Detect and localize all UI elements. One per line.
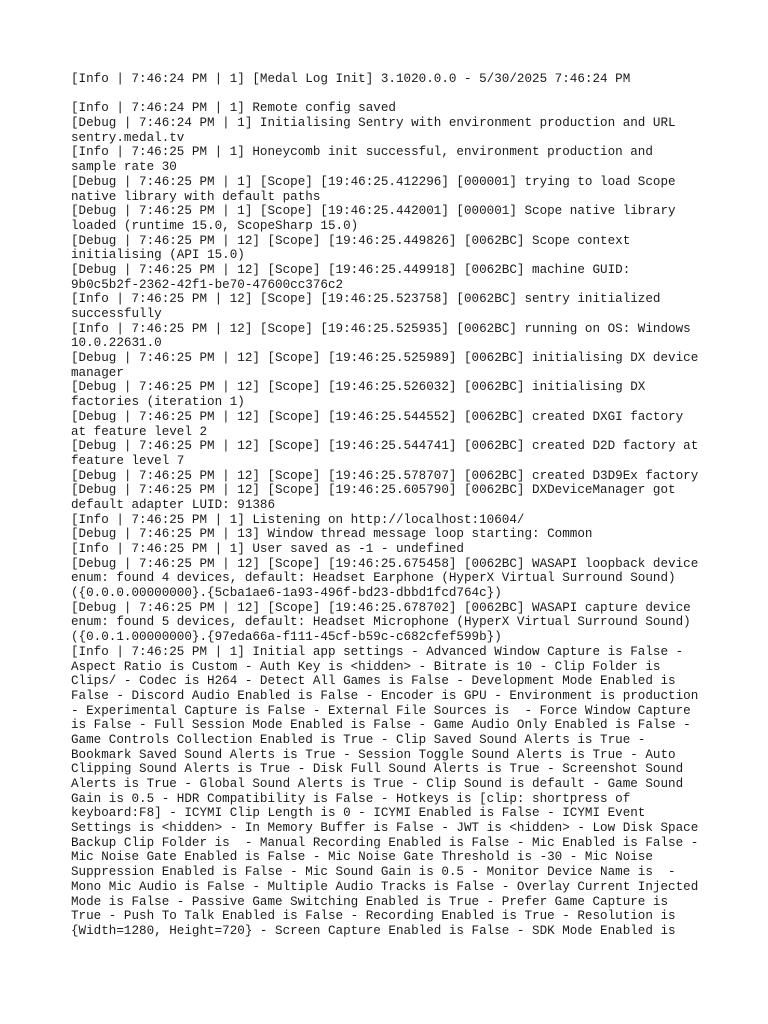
log-line: True - Push To Talk Enabled is False - Recording Enabled is True - Resolution is (71, 909, 676, 924)
log-line: [Info | 7:46:25 PM | 1] User saved as -1 - undefined (71, 542, 464, 556)
log-line: Mono Mic Audio is False - Multiple Audio Tracks is False - Overlay Current Injected (71, 879, 699, 894)
log-line: Suppression Enabled is False - Mic Sound Gain is 0.5 - Monitor Device Name is - (71, 865, 676, 880)
log-line: [Debug | 7:46:25 PM | 12] [Scope] [19:46:25.449918] [0062BC] machine GUID: (71, 262, 631, 277)
log-line: [Debug | 7:46:25 PM | 12] [Scope] [19:46:25.526032] [0062BC] initialising DX (71, 380, 646, 395)
log-line: [Debug | 7:46:25 PM | 12] [Scope] [19:46:25.449826] [0062BC] Scope context (71, 233, 631, 248)
log-line: [Debug | 7:46:25 PM | 12] [Scope] [19:46:25.544552] [0062BC] created DXGI factory (71, 409, 684, 424)
log-line: Backup Clip Folder is - Manual Recording Enabled is False - Mic Enabled is False - (71, 835, 699, 850)
log-line: [Info | 7:46:24 PM | 1] [Medal Log Init] 3.1020.0.0 - 5/30/2025 7:46:24 PM (71, 72, 631, 86)
log-line: [Info | 7:46:25 PM | 12] [Scope] [19:46:25.523758] [0062BC] sentry initialized (71, 292, 661, 307)
log-line: [Info | 7:46:25 PM | 1] Initial app settings - Advanced Window Capture is False - (71, 644, 684, 659)
log-line: Gain is 0.5 - HDR Compatibility is False - Hotkeys is [clip: shortpress of (71, 791, 631, 806)
log-line: sample rate 30 (71, 160, 177, 175)
log-line: [Debug | 7:46:25 PM | 12] [Scope] [19:46:25.578707] [0062BC] created D3D9Ex factory (71, 468, 699, 483)
log-line: [Info | 7:46:24 PM | 1] Remote config saved (71, 101, 396, 116)
log-line: sentry.medal.tv (71, 130, 185, 145)
log-line: is False - Full Session Mode Enabled is False - Game Audio Only Enabled is False - (71, 718, 691, 733)
log-line: [Info | 7:46:25 PM | 1] Honeycomb init successful, environment production and (71, 145, 653, 160)
log-line: feature level 7 (71, 453, 185, 468)
log-line: [Debug | 7:46:25 PM | 12] [Scope] [19:46:25.678702] [0062BC] WASAPI capture device (71, 600, 691, 615)
log-line: successfully (71, 307, 162, 321)
log-line: Alerts is True - Global Sound Alerts is True - Clip Sound is default - Game Sound (71, 777, 684, 791)
log-line: native library with default paths (71, 189, 321, 204)
log-line: [Debug | 7:46:24 PM | 1] Initialising Sentry with environment production and URL (71, 116, 676, 131)
log-text-block (71, 72, 711, 939)
log-line: Aspect Ratio is Custom - Auth Key is <hidden> - Bitrate is 10 - Clip Folder is (71, 659, 661, 674)
log-line: [Debug | 7:46:25 PM | 12] [Scope] [19:46:25.525989] [0062BC] initialising DX device (71, 351, 699, 366)
log-line: Settings is <hidden> - In Memory Buffer is False - JWT is <hidden> - Low Disk Space (71, 821, 699, 836)
log-line: Mode is False - Passive Game Switching Enabled is True - Prefer Game Capture is (71, 894, 669, 909)
log-line: - Experimental Capture is False - External File Sources is - Force Window Capture (71, 703, 691, 718)
log-line: Clipping Sound Alerts is True - Disk Full Sound Alerts is True - Screenshot Sound (71, 762, 684, 777)
log-line: [Debug | 7:46:25 PM | 1] [Scope] [19:46:25.442001] [000001] Scope native library (71, 204, 676, 219)
log-line: [Debug | 7:46:25 PM | 13] Window thread message loop starting: Common (71, 527, 593, 542)
blank-line (71, 87, 711, 102)
log-line: 9b0c5b2f-2362-42f1-be70-47600cc376c2 (71, 277, 344, 292)
log-line: keyboard:F8] - ICYMI Clip Length is 0 - ICYMI Enabled is False - ICYMI Event (71, 806, 646, 821)
log-line: Mic Noise Gate Enabled is False - Mic Noise Gate Threshold is -30 - Mic Noise (71, 850, 653, 865)
log-line: [Debug | 7:46:25 PM | 1] [Scope] [19:46:25.412296] [000001] trying to load Scope (71, 174, 676, 189)
log-line: [Info | 7:46:25 PM | 12] [Scope] [19:46:25.525935] [0062BC] running on OS: Windows (71, 321, 691, 336)
log-line: Game Controls Collection Enabled is True - Clip Saved Sound Alerts is True - (71, 732, 646, 747)
log-line: ({0.0.1.00000000}.{97eda66a-f111-45cf-b59c-c682cfef599b}) (71, 630, 502, 645)
log-line: [Info | 7:46:25 PM | 1] Listening on http://localhost:10604/ (71, 512, 525, 527)
log-line: [Debug | 7:46:25 PM | 12] [Scope] [19:46:25.605790] [0062BC] DXDeviceManager got (71, 483, 676, 498)
log-line: ({0.0.0.00000000}.{5cba1ae6-1a93-496f-bd23-dbbd1fcd764c}) (71, 586, 502, 601)
log-line: Bookmark Saved Sound Alerts is True - Session Toggle Sound Alerts is True - Auto (71, 747, 676, 762)
log-line: manager (71, 365, 124, 380)
log-line: enum: found 4 devices, default: Headset Earphone (HyperX Virtual Surround Sound) (71, 571, 676, 586)
log-line: enum: found 5 devices, default: Headset Microphone (HyperX Virtual Surround Sound) (71, 615, 691, 630)
log-line: default adapter LUID: 91386 (71, 497, 276, 512)
log-line: loaded (runtime 15.0, ScopeSharp 15.0) (71, 218, 359, 233)
log-line: factories (iteration 1) (71, 395, 245, 410)
log-line: 10.0.22631.0 (71, 336, 162, 351)
log-line: [Debug | 7:46:25 PM | 12] [Scope] [19:46:25.675458] [0062BC] WASAPI loopback device (71, 556, 699, 571)
log-line: Clips/ - Codec is H264 - Detect All Games is False - Development Mode Enabled is (71, 674, 676, 689)
log-line: [Debug | 7:46:25 PM | 12] [Scope] [19:46:25.544741] [0062BC] created D2D factory at (71, 439, 699, 454)
log-line: False - Discord Audio Enabled is False - Encoder is GPU - Environment is production (71, 688, 699, 703)
log-line: {Width=1280, Height=720} - Screen Capture Enabled is False - SDK Mode Enabled is (71, 923, 676, 938)
log-line: at feature level 2 (71, 424, 208, 439)
log-line: initialising (API 15.0) (71, 248, 245, 263)
